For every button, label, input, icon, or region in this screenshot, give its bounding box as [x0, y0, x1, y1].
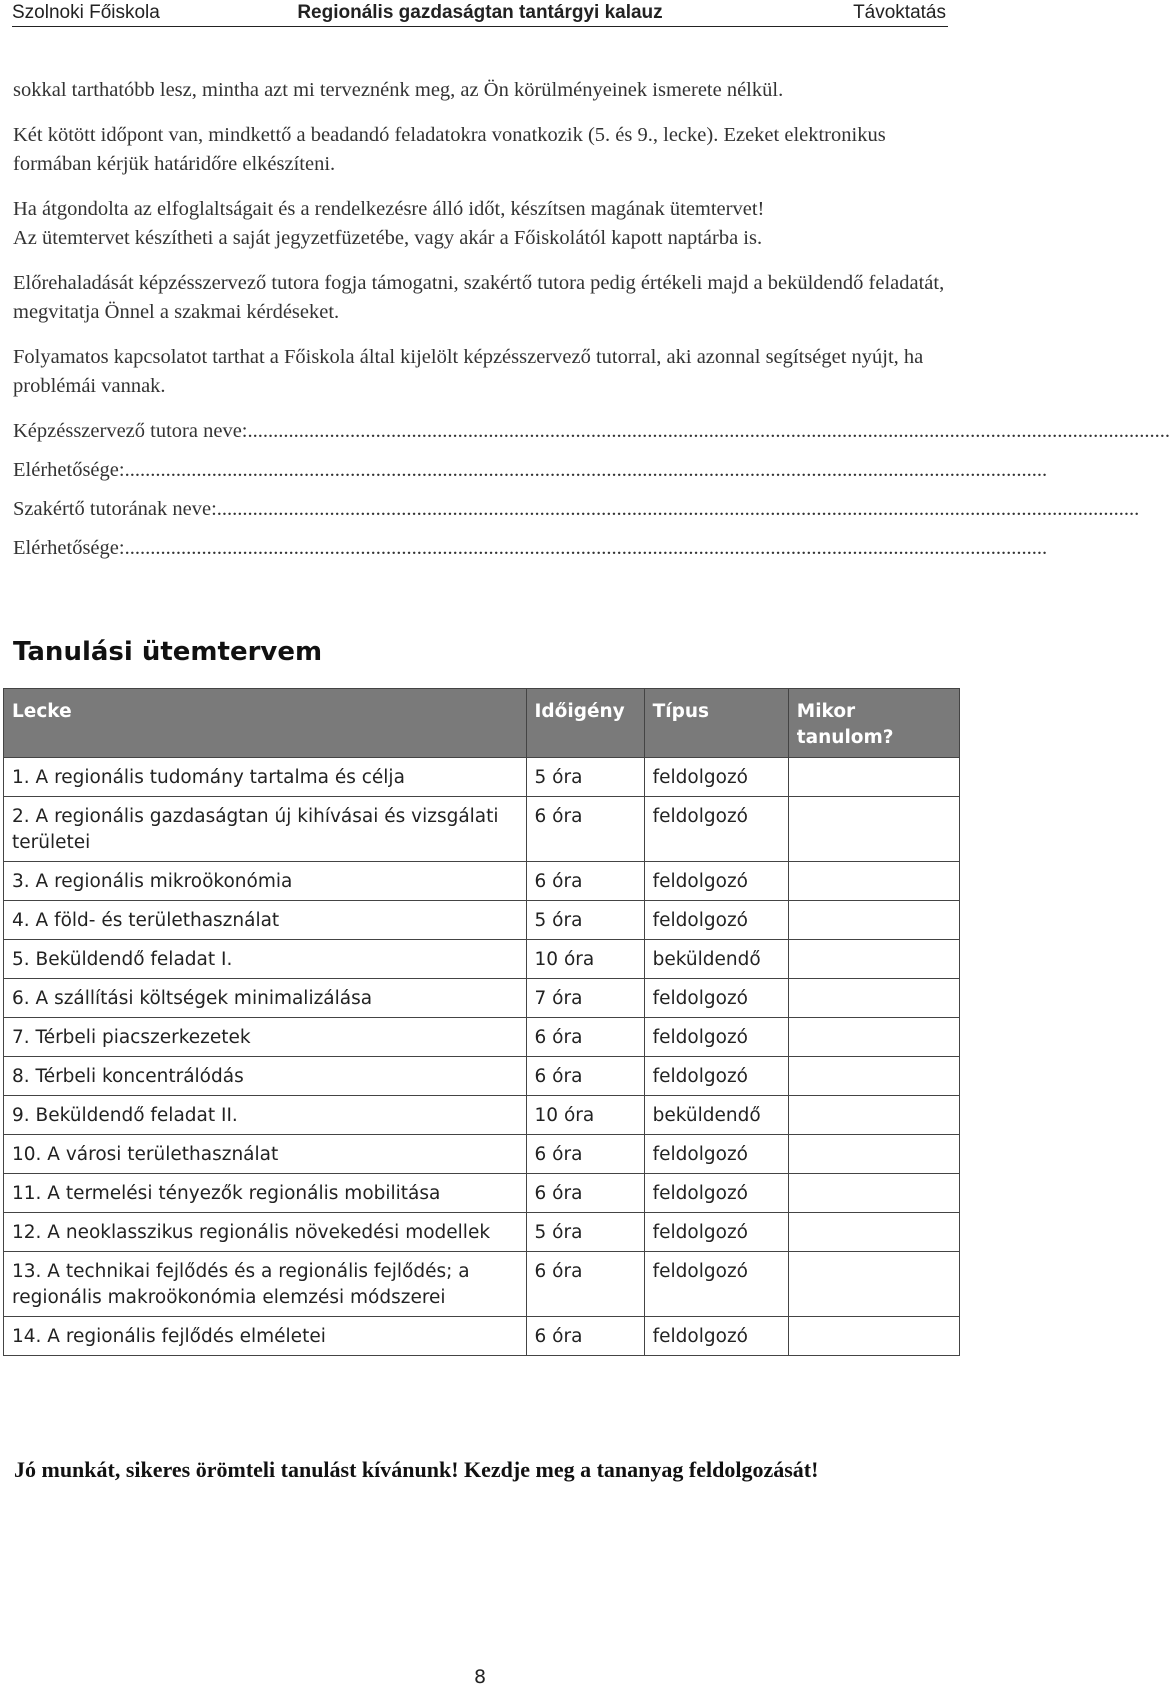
table-row: [4, 1057, 960, 1096]
time-cell: 6 óra: [526, 1252, 644, 1317]
type-cell: beküldendő: [644, 940, 788, 979]
table-row: [4, 1174, 960, 1213]
when-cell[interactable]: [788, 979, 959, 1018]
type-cell: feldolgozó: [644, 1135, 788, 1174]
lesson-cell: 1. A regionális tudomány tartalma és célja: [4, 758, 527, 797]
time-cell: 6 óra: [526, 1317, 644, 1356]
table-row: [4, 940, 960, 979]
time-cell: 6 óra: [526, 1018, 644, 1057]
lesson-cell: 9. Beküldendő feladat II.: [4, 1096, 527, 1135]
body-text: [13, 76, 1170, 573]
study-plan-table: [3, 688, 960, 1356]
page-header: [12, 0, 948, 27]
type-cell: feldolgozó: [644, 797, 788, 862]
table-row: [4, 979, 960, 1018]
column-header-time: Időigény: [526, 689, 644, 758]
table-row: [4, 1018, 960, 1057]
table-row: [4, 758, 960, 797]
fill-in-field: [13, 417, 1170, 446]
time-cell: 10 óra: [526, 940, 644, 979]
fill-in-field: [13, 456, 1048, 485]
paragraph: Az ütemtervet készítheti a saját jegyzetfüzetébe, vagy akár a Főiskolától kapott naptárba is.: [13, 227, 763, 249]
table-row: [4, 1252, 960, 1317]
time-cell: 6 óra: [526, 1057, 644, 1096]
lesson-cell: 11. A termelési tényezők regionális mobilitása: [4, 1174, 527, 1213]
fill-in-field: [13, 495, 1140, 524]
table-row: [4, 1213, 960, 1252]
lesson-cell: 4. A föld- és területhasználat: [4, 901, 527, 940]
table-row: [4, 901, 960, 940]
field-dots: ....................................................................................................................................................................................: [124, 459, 1048, 481]
paragraph: Két kötött időpont van, mindkettő a beadandó feladatokra vonatkozik (5. és 9., lecke). Ezeket elektronikus formában kérjük határidőre elkészíteni.: [13, 124, 886, 175]
time-cell: 6 óra: [526, 862, 644, 901]
table-header-row: [4, 689, 960, 758]
when-cell[interactable]: [788, 1135, 959, 1174]
when-cell[interactable]: [788, 1096, 959, 1135]
when-cell[interactable]: [788, 1213, 959, 1252]
time-cell: 10 óra: [526, 1096, 644, 1135]
lesson-cell: 3. A regionális mikroökonómia: [4, 862, 527, 901]
time-cell: 5 óra: [526, 901, 644, 940]
type-cell: feldolgozó: [644, 758, 788, 797]
field-dots: ....................................................................................................................................................................................: [216, 498, 1140, 520]
lesson-cell: 8. Térbeli koncentrálódás: [4, 1057, 527, 1096]
table-row: [4, 1317, 960, 1356]
column-header-when: Mikor tanulom?: [788, 689, 959, 758]
time-cell: 5 óra: [526, 758, 644, 797]
when-cell[interactable]: [788, 940, 959, 979]
lesson-cell: 14. A regionális fejlődés elméletei: [4, 1317, 527, 1356]
when-cell[interactable]: [788, 1317, 959, 1356]
closing-message: Jó munkát, sikeres örömteli tanulást kívánunk! Kezdje meg a tananyag feldolgozását!: [14, 1457, 819, 1482]
lesson-cell: 12. A neoklasszikus regionális növekedési modellek: [4, 1213, 527, 1252]
when-cell[interactable]: [788, 758, 959, 797]
type-cell: feldolgozó: [644, 1252, 788, 1317]
type-cell: feldolgozó: [644, 1317, 788, 1356]
field-label: Képzésszervező tutora neve:: [13, 420, 248, 442]
when-cell[interactable]: [788, 862, 959, 901]
table-row: [4, 1096, 960, 1135]
time-cell: 6 óra: [526, 1174, 644, 1213]
time-cell: 6 óra: [526, 1135, 644, 1174]
when-cell[interactable]: [788, 1018, 959, 1057]
column-header-lesson: Lecke: [4, 689, 527, 758]
lesson-cell: 2. A regionális gazdaságtan új kihívásai és vizsgálati területei: [4, 797, 527, 862]
page-number: 8: [473, 1666, 487, 1688]
lesson-cell: 5. Beküldendő feladat I.: [4, 940, 527, 979]
header-institution: Szolnoki Főiskola: [12, 2, 160, 23]
lesson-cell: 13. A technikai fejlődés és a regionális fejlődés; a regionális makroökonómia elemzési módszerei: [4, 1252, 527, 1317]
when-cell[interactable]: [788, 901, 959, 940]
header-program: Távoktatás: [853, 2, 946, 23]
lesson-cell: 6. A szállítási költségek minimalizálása: [4, 979, 527, 1018]
column-header-type: Típus: [644, 689, 788, 758]
paragraph: Előrehaladását képzésszervező tutora fogja támogatni, szakértő tutora pedig értékeli majd a beküldendő feladatát, megvitatja Önnel a szakmai kérdéseket.: [13, 272, 945, 323]
time-cell: 5 óra: [526, 1213, 644, 1252]
table-row: [4, 797, 960, 862]
when-cell[interactable]: [788, 1174, 959, 1213]
lesson-cell: 10. A városi területhasználat: [4, 1135, 527, 1174]
field-dots: ....................................................................................................................................................................................: [124, 537, 1048, 559]
section-title: Tanulási ütemtervem: [13, 637, 323, 667]
time-cell: 7 óra: [526, 979, 644, 1018]
header-title: Regionális gazdaságtan tantárgyi kalauz: [297, 2, 663, 23]
type-cell: feldolgozó: [644, 1018, 788, 1057]
field-label: Elérhetősége:: [13, 459, 125, 481]
field-label: Elérhetősége:: [13, 537, 125, 559]
field-dots: ....................................................................................................................................................................................: [247, 420, 1170, 442]
type-cell: feldolgozó: [644, 1174, 788, 1213]
paragraph: sokkal tarthatóbb lesz, mintha azt mi terveznénk meg, az Ön körülményeinek ismerete nélkül.: [13, 79, 784, 101]
table-row: [4, 1135, 960, 1174]
type-cell: feldolgozó: [644, 1057, 788, 1096]
type-cell: beküldendő: [644, 1096, 788, 1135]
table-row: [4, 862, 960, 901]
when-cell[interactable]: [788, 797, 959, 862]
lesson-cell: 7. Térbeli piacszerkezetek: [4, 1018, 527, 1057]
paragraph: Folyamatos kapcsolatot tarthat a Főiskola által kijelölt képzésszervező tutorral, aki azonnal segítséget nyújt, ha problémái vannak.: [13, 346, 924, 397]
time-cell: 6 óra: [526, 797, 644, 862]
when-cell[interactable]: [788, 1252, 959, 1317]
fill-in-field: [13, 534, 1048, 563]
type-cell: feldolgozó: [644, 901, 788, 940]
field-label: Szakértő tutorának neve:: [13, 498, 217, 520]
type-cell: feldolgozó: [644, 1213, 788, 1252]
type-cell: feldolgozó: [644, 862, 788, 901]
type-cell: feldolgozó: [644, 979, 788, 1018]
when-cell[interactable]: [788, 1057, 959, 1096]
paragraph: Ha átgondolta az elfoglaltságait és a rendelkezésre álló időt, készítsen magának ütemtervet!: [13, 198, 765, 220]
